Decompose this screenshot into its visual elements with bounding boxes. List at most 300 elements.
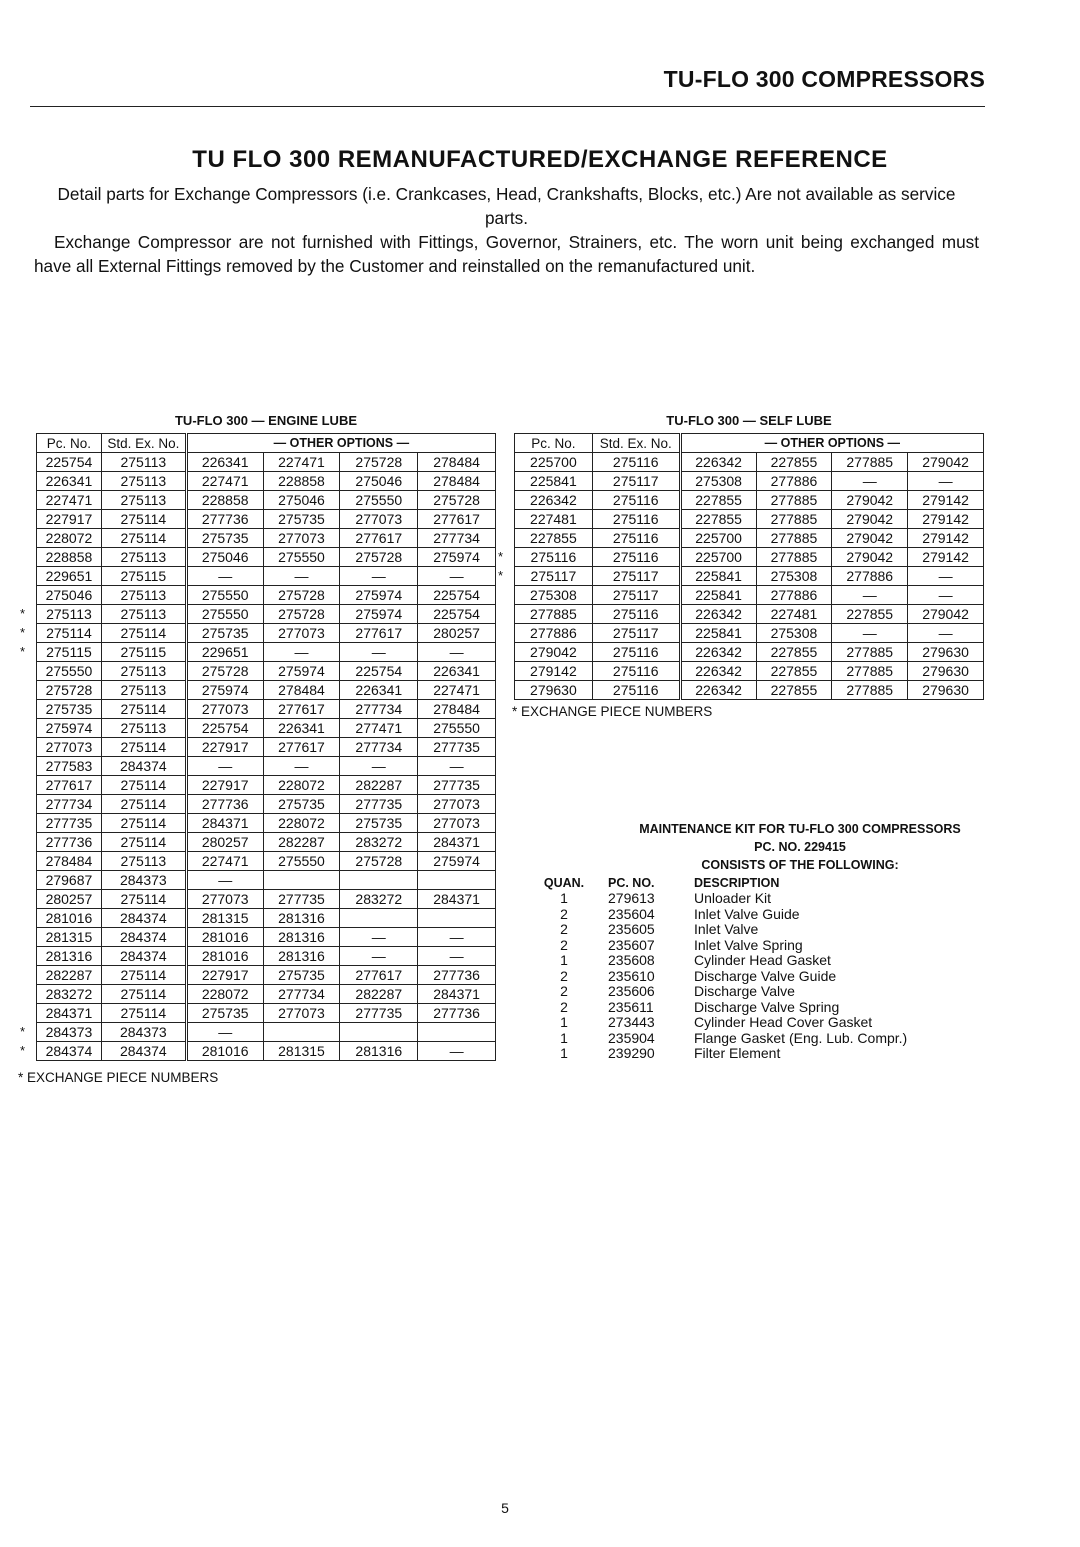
std-ex-no-cell: 275113 (101, 586, 186, 605)
std-ex-no-cell: 275113 (101, 852, 186, 871)
table-row (515, 529, 984, 548)
table-header-row (37, 434, 496, 453)
other-option-cell: 229651 (186, 643, 263, 662)
other-option-cell: — (186, 1023, 263, 1042)
other-option-cell: 278484 (418, 453, 496, 472)
kit-pc-no: 239290 (608, 1045, 655, 1061)
table-row (37, 947, 496, 966)
other-option-cell: 279142 (908, 548, 984, 567)
other-option-cell: 226341 (263, 719, 340, 738)
table-row (37, 985, 496, 1004)
pc-no-value: 280257 (45, 890, 93, 907)
other-option-cell: — (908, 472, 984, 491)
other-option-cell: 277886 (756, 586, 832, 605)
table-row (37, 453, 496, 472)
kit-item-row (520, 907, 907, 923)
table-row (515, 681, 984, 700)
other-option-cell: 227471 (418, 681, 496, 700)
table-row (37, 472, 496, 491)
table-row (37, 776, 496, 795)
pc-no-value: 275728 (45, 681, 93, 698)
other-option-cell: 282287 (340, 985, 418, 1004)
other-option-cell (340, 871, 418, 890)
pc-no-value: 227855 (530, 529, 577, 546)
other-option-cell: 275735 (186, 624, 263, 643)
other-option-cell: 279142 (908, 491, 984, 510)
pc-no-value: 284371 (45, 1004, 93, 1021)
other-option-cell: 280257 (186, 833, 263, 852)
pc-no-value: 227481 (530, 510, 577, 527)
std-ex-no-cell: 275115 (101, 567, 186, 586)
self-lube-footnote: * EXCHANGE PIECE NUMBERS (512, 704, 713, 719)
other-option-cell: 227917 (186, 738, 263, 757)
pc-no-header: Pc. No. (515, 434, 593, 453)
pc-no-value: 275974 (45, 719, 93, 736)
other-option-cell: 279042 (908, 605, 984, 624)
exchange-marker: * (498, 549, 504, 564)
other-option-cell: 281316 (263, 909, 340, 928)
kit-item-row (520, 984, 907, 1000)
other-option-cell: 275308 (756, 567, 832, 586)
other-options-header: — OTHER OPTIONS — (680, 434, 983, 453)
std-ex-no-cell: 275114 (101, 738, 186, 757)
other-option-cell: 225700 (680, 529, 756, 548)
pc-no-cell (37, 719, 102, 738)
kit-description: Discharge Valve Guide (694, 967, 837, 984)
other-option-cell: 281315 (186, 909, 263, 928)
table-row (37, 738, 496, 757)
pc-no-value: 227917 (45, 510, 93, 527)
kit-pc-no: 235606 (608, 983, 655, 999)
other-option-cell: 275735 (263, 510, 340, 529)
table-row (37, 510, 496, 529)
other-option-cell: 275974 (263, 662, 340, 681)
std-ex-no-cell: 284374 (101, 1042, 186, 1061)
pc-no-value: 277885 (530, 605, 577, 622)
other-option-cell: 279042 (832, 491, 908, 510)
other-option-cell: 227917 (186, 966, 263, 985)
std-ex-no-cell: 275113 (101, 453, 186, 472)
other-option-cell: 277073 (186, 700, 263, 719)
table-row (515, 453, 984, 472)
other-option-cell: 279042 (908, 453, 984, 472)
pc-no-value: 228858 (45, 548, 93, 565)
std-ex-no-cell: 275114 (101, 833, 186, 852)
other-option-cell (418, 871, 496, 890)
pc-no-cell (498, 548, 593, 567)
table-row (37, 852, 496, 871)
pc-no-value: 277886 (530, 624, 577, 641)
other-option-cell: 279630 (908, 643, 984, 662)
other-option-cell: 227917 (186, 776, 263, 795)
kit-item-row (520, 891, 907, 907)
other-option-cell: 277735 (340, 795, 418, 814)
engine-lube-footnote: * EXCHANGE PIECE NUMBERS (18, 1070, 219, 1085)
pc-no-value: 275550 (45, 662, 93, 679)
other-option-cell: 277734 (340, 700, 418, 719)
other-option-cell: 226342 (680, 662, 756, 681)
table-row (37, 928, 496, 947)
std-ex-no-cell: 275116 (592, 510, 680, 529)
pc-no-value: 275115 (46, 643, 92, 660)
std-ex-no-cell: 284373 (101, 1023, 186, 1042)
kit-quantity: 2 (560, 936, 568, 953)
other-option-cell: 228858 (186, 491, 263, 510)
other-option-cell: 275728 (263, 605, 340, 624)
other-option-cell: 281315 (263, 1042, 340, 1061)
other-option-cell (263, 871, 340, 890)
other-option-cell: 275550 (263, 852, 340, 871)
exchange-marker: * (498, 568, 504, 583)
pc-no-cell (37, 453, 102, 472)
other-option-cell: 225700 (680, 548, 756, 567)
pc-no-cell (37, 833, 102, 852)
table-row (515, 662, 984, 681)
pc-no-cell (37, 871, 102, 890)
other-option-cell: — (908, 624, 984, 643)
other-option-cell: 277885 (756, 510, 832, 529)
other-option-cell: 275735 (263, 966, 340, 985)
other-option-cell: 226341 (418, 662, 496, 681)
other-option-cell: 278484 (263, 681, 340, 700)
other-option-cell: 275550 (186, 586, 263, 605)
pc-no-cell (515, 643, 593, 662)
pc-no-value: 284374 (45, 1042, 93, 1059)
kit-description: Flange Gasket (Eng. Lub. Compr.) (694, 1029, 908, 1046)
other-option-cell: 277073 (340, 510, 418, 529)
std-ex-no-cell: 275116 (592, 548, 680, 567)
kit-description: Inlet Valve Spring (694, 936, 803, 953)
other-option-cell: — (418, 947, 496, 966)
std-ex-no-cell: 275116 (592, 453, 680, 472)
other-option-cell: 282287 (263, 833, 340, 852)
std-ex-no-cell: 275113 (101, 472, 186, 491)
header-title: TU-FLO 300 COMPRESSORS (663, 66, 985, 92)
pc-no-cell (515, 529, 593, 548)
other-option-cell: 227481 (756, 605, 832, 624)
other-options-header: — OTHER OPTIONS — (186, 434, 495, 453)
kit-quantity: 1 (560, 890, 568, 906)
other-option-cell: 277073 (418, 795, 496, 814)
kit-pc-no: 235608 (608, 952, 655, 968)
kit-header-row (520, 874, 907, 891)
table-row (37, 605, 496, 624)
other-option-cell: — (908, 567, 984, 586)
other-option-cell: 279042 (832, 548, 908, 567)
other-option-cell: 277736 (418, 966, 496, 985)
pc-no-value: 225754 (45, 453, 93, 470)
other-option-cell: 279042 (832, 510, 908, 529)
other-option-cell: — (418, 567, 496, 586)
std-ex-no-cell: 275113 (101, 719, 186, 738)
pc-no-cell (515, 681, 593, 700)
other-option-cell: 225841 (680, 586, 756, 605)
pc-no-value: 277734 (45, 795, 93, 812)
other-option-cell: 275974 (418, 548, 496, 567)
pc-no-value: 225700 (530, 453, 577, 470)
kit-description: Discharge Valve Spring (694, 998, 840, 1015)
other-option-cell: 228072 (186, 985, 263, 1004)
other-option-cell: 226341 (186, 453, 263, 472)
other-option-cell: 277073 (418, 814, 496, 833)
pc-no-cell (37, 472, 102, 491)
kit-pc-no: 273443 (608, 1014, 655, 1030)
table-row (37, 966, 496, 985)
std-ex-no-cell: 275116 (592, 491, 680, 510)
table-row (37, 548, 496, 567)
std-ex-no-cell: 275116 (592, 681, 680, 700)
pc-no-value: 277736 (45, 833, 93, 850)
other-option-cell: 227855 (680, 491, 756, 510)
other-option-cell: 281016 (186, 947, 263, 966)
kit-pc-no: 279613 (608, 890, 655, 906)
pc-no-value: 228072 (45, 529, 93, 546)
other-option-cell: 225754 (186, 719, 263, 738)
other-option-cell: — (832, 472, 908, 491)
other-option-cell: 278484 (418, 472, 496, 491)
page-number: 5 (501, 1500, 509, 1516)
other-option-cell: — (186, 567, 263, 586)
other-option-cell: 275550 (418, 719, 496, 738)
std-ex-no-cell: 275114 (101, 795, 186, 814)
other-option-cell: 277885 (756, 529, 832, 548)
table-row (37, 1023, 496, 1042)
table-row (515, 605, 984, 624)
other-option-cell: 283272 (340, 833, 418, 852)
other-option-cell: 275550 (340, 491, 418, 510)
kit-pc-header: PC. NO. (608, 875, 655, 890)
pc-no-cell (37, 757, 102, 776)
pc-no-cell (37, 548, 102, 567)
kit-description: Inlet Valve (694, 921, 759, 937)
std-ex-no-cell: 275116 (592, 605, 680, 624)
other-option-cell: 275728 (340, 453, 418, 472)
std-ex-no-cell: 275116 (592, 662, 680, 681)
std-ex-no-cell: 284374 (101, 947, 186, 966)
other-option-cell: — (263, 643, 340, 662)
other-option-cell: 225841 (680, 567, 756, 586)
other-option-cell: 275728 (418, 491, 496, 510)
other-option-cell: 227471 (263, 453, 340, 472)
pc-no-value: 275308 (530, 586, 577, 603)
other-option-cell: 277617 (418, 510, 496, 529)
other-option-cell: 277885 (832, 643, 908, 662)
maintenance-kit (520, 820, 990, 1062)
other-option-cell: 227855 (756, 453, 832, 472)
other-option-cell: 279630 (908, 662, 984, 681)
kit-item-row (520, 922, 907, 938)
pc-no-value: 275117 (530, 567, 577, 584)
table-row (37, 700, 496, 719)
pc-no-value: 284373 (45, 1023, 93, 1040)
std-ex-no-cell: 275114 (101, 890, 186, 909)
pc-no-cell (37, 966, 102, 985)
pc-no-cell (37, 586, 102, 605)
pc-no-cell (515, 491, 593, 510)
table-row (37, 1042, 496, 1061)
other-option-cell: — (186, 871, 263, 890)
pc-no-cell (515, 605, 593, 624)
pc-no-value: 279042 (530, 643, 577, 660)
other-option-cell: 277735 (340, 1004, 418, 1023)
other-option-cell: — (340, 947, 418, 966)
other-option-cell: 277885 (756, 491, 832, 510)
other-option-cell: 275550 (186, 605, 263, 624)
table-row (515, 643, 984, 662)
pc-no-cell (37, 890, 102, 909)
other-option-cell: 226342 (680, 605, 756, 624)
std-ex-no-cell: 275114 (101, 700, 186, 719)
pc-no-cell (20, 624, 102, 643)
pc-no-value: 283272 (45, 985, 93, 1002)
pc-no-value: 277735 (45, 814, 93, 831)
other-option-cell: — (340, 757, 418, 776)
pc-no-cell (20, 1023, 102, 1042)
other-option-cell: 277735 (418, 776, 496, 795)
other-option-cell: 225754 (340, 662, 418, 681)
other-option-cell: 277885 (756, 548, 832, 567)
std-ex-no-cell: 275113 (101, 548, 186, 567)
kit-pc-no: 235607 (608, 936, 655, 953)
pc-no-cell (37, 681, 102, 700)
other-option-cell: 275735 (186, 1004, 263, 1023)
other-option-cell: 275735 (340, 814, 418, 833)
std-ex-no-cell: 284374 (101, 928, 186, 947)
other-option-cell: 275728 (340, 548, 418, 567)
table-row (37, 833, 496, 852)
kit-description: Inlet Valve Guide (694, 905, 800, 922)
other-option-cell: 277617 (340, 966, 418, 985)
other-option-cell: 227471 (186, 472, 263, 491)
other-option-cell: 227855 (756, 662, 832, 681)
exchange-marker: * (20, 1024, 26, 1039)
other-option-cell: 278484 (418, 700, 496, 719)
other-option-cell: 275735 (263, 795, 340, 814)
other-option-cell: 283272 (340, 890, 418, 909)
kit-quantity: 1 (560, 1014, 568, 1030)
other-option-cell: 277735 (418, 738, 496, 757)
other-option-cell: — (263, 567, 340, 586)
std-ex-no-cell: 284374 (101, 757, 186, 776)
pc-no-value: 277073 (45, 738, 93, 755)
pc-no-cell (37, 776, 102, 795)
pc-no-value: 229651 (45, 567, 93, 584)
std-ex-no-cell: 275114 (101, 966, 186, 985)
description-header: DESCRIPTION (694, 875, 780, 890)
kit-item-row (520, 953, 907, 969)
other-option-cell: 277885 (832, 662, 908, 681)
pc-no-cell (20, 1042, 102, 1061)
kit-pc-no: 235605 (608, 921, 655, 937)
std-ex-no-cell: 275114 (101, 510, 186, 529)
kit-description: Cylinder Head Cover Gasket (694, 1014, 873, 1030)
std-ex-no-cell: 275114 (101, 776, 186, 795)
other-option-cell: 228858 (263, 472, 340, 491)
other-option-cell: 275974 (340, 605, 418, 624)
table-row (37, 814, 496, 833)
other-option-cell: 225754 (418, 586, 496, 605)
kit-consists: CONSISTS OF THE FOLLOWING: (701, 858, 899, 872)
other-option-cell: 277617 (263, 738, 340, 757)
engine-lube-table (20, 433, 496, 1061)
other-option-cell: 228072 (263, 814, 340, 833)
std-ex-no-cell: 275116 (592, 529, 680, 548)
pc-no-value: 275735 (45, 700, 93, 717)
other-option-cell: 226341 (340, 681, 418, 700)
other-option-cell: 275974 (418, 852, 496, 871)
other-option-cell: 279142 (908, 510, 984, 529)
other-option-cell (340, 909, 418, 928)
other-option-cell: 277736 (186, 510, 263, 529)
other-option-cell: 277886 (832, 567, 908, 586)
other-option-cell: 277886 (756, 472, 832, 491)
other-option-cell: 275308 (756, 624, 832, 643)
kit-description: Unloader Kit (694, 890, 772, 906)
pc-no-value: 281316 (45, 947, 93, 964)
kit-description: Discharge Valve (694, 983, 795, 999)
other-option-cell: — (263, 757, 340, 776)
kit-description: Filter Element (694, 1045, 781, 1061)
other-option-cell: 275046 (186, 548, 263, 567)
table-row (37, 795, 496, 814)
other-option-cell: 277073 (263, 1004, 340, 1023)
table-row (37, 757, 496, 776)
other-option-cell: 281016 (186, 928, 263, 947)
pc-no-value: 278484 (45, 852, 93, 869)
table-row (515, 624, 984, 643)
std-ex-no-cell: 275117 (592, 472, 680, 491)
kit-description: Cylinder Head Gasket (694, 952, 831, 968)
other-option-cell: 277073 (186, 890, 263, 909)
kit-table (520, 874, 907, 1062)
other-option-cell: 277073 (263, 529, 340, 548)
other-option-cell: — (418, 1042, 496, 1061)
kit-quantity: 2 (560, 967, 568, 984)
pc-no-cell (37, 928, 102, 947)
other-option-cell: 277471 (340, 719, 418, 738)
other-option-cell: 277734 (340, 738, 418, 757)
pc-no-cell (37, 738, 102, 757)
other-option-cell: 275728 (340, 852, 418, 871)
kit-item-row (520, 938, 907, 954)
kit-item-row (520, 1031, 907, 1047)
std-ex-no-cell: 275113 (101, 662, 186, 681)
pc-no-value: 226341 (45, 472, 93, 489)
pc-no-value: 277617 (45, 776, 93, 793)
kit-item-row (520, 1046, 907, 1062)
other-option-cell: 227855 (756, 681, 832, 700)
table-row (515, 567, 984, 586)
std-ex-no-cell: 275117 (592, 586, 680, 605)
kit-pc-no: 235610 (608, 967, 655, 984)
other-option-cell: 228072 (263, 776, 340, 795)
other-option-cell: 284371 (418, 985, 496, 1004)
table-row (37, 567, 496, 586)
kit-pc-no: PC. NO. 229415 (754, 840, 846, 854)
table-row (37, 662, 496, 681)
kit-pc-no: 235604 (608, 905, 655, 922)
intro-text (34, 182, 979, 278)
other-option-cell: — (832, 586, 908, 605)
table-row (37, 719, 496, 738)
std-ex-no-cell: 275114 (101, 624, 186, 643)
pc-no-value: 227471 (45, 491, 93, 508)
table-row (37, 529, 496, 548)
other-option-cell: — (340, 567, 418, 586)
pc-no-cell (37, 852, 102, 871)
other-option-cell (263, 1023, 340, 1042)
kit-quantity: 1 (560, 1029, 568, 1046)
